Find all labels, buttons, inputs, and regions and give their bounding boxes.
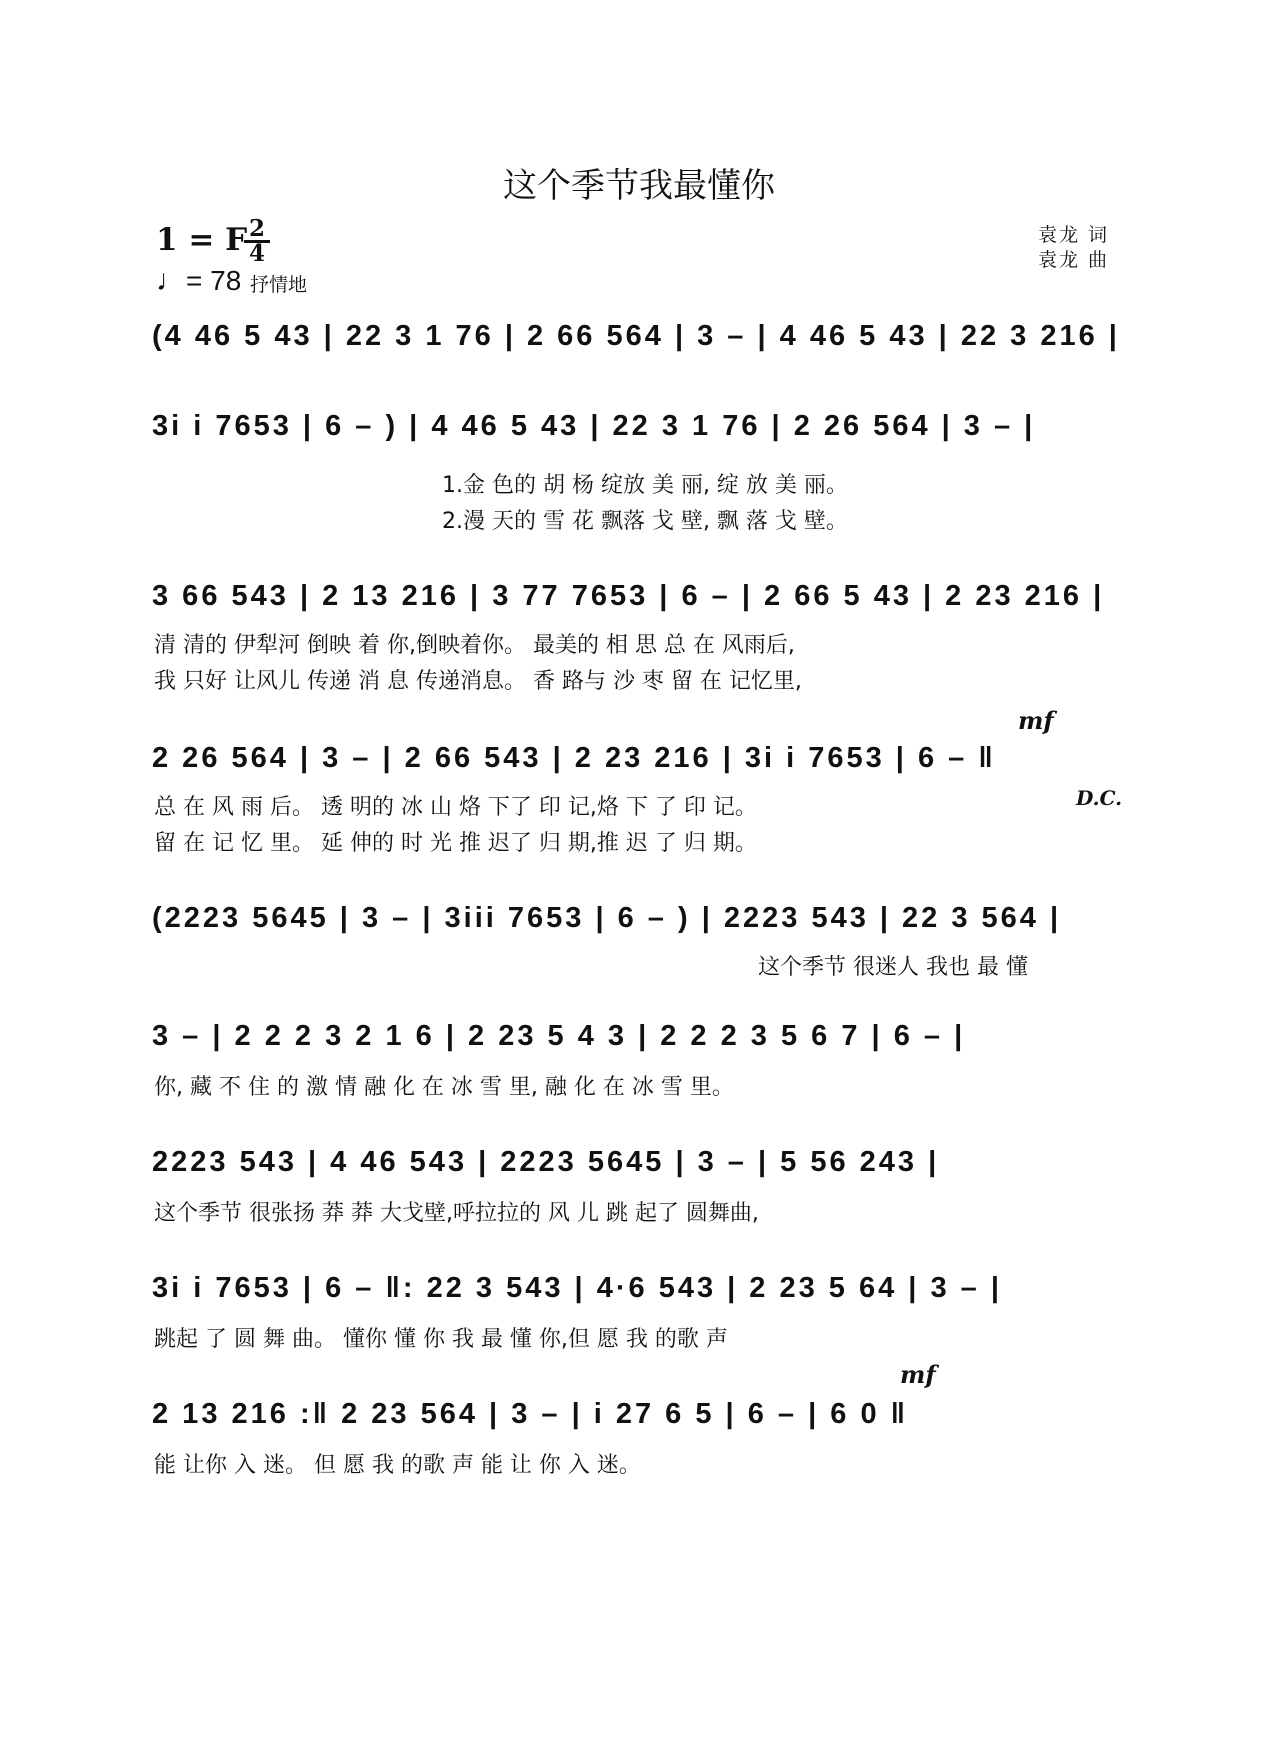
tempo-value: = 78: [186, 265, 242, 296]
lyric-chorus: 这个季节 很迷人 我也 最 懂: [758, 955, 1028, 980]
key-signature: 1 = F: [156, 222, 248, 258]
time-signature: [244, 215, 270, 267]
lyric-verse-2: 我 只好 让风儿 传递 消 息 传递消息。 香 路与 沙 枣 留 在 记忆里,: [154, 669, 802, 694]
lyric-verse-1: 1.金 色的 胡 杨 绽放 美 丽, 绽 放 美 丽。: [442, 473, 848, 498]
notation-line: (4 46 5 43 | 22 3 1 76 | 2 66 564 | 3 – | 4 46 5 43 | 22 3 216 |: [152, 320, 1120, 352]
composer-credit: 袁龙 曲: [1038, 249, 1110, 271]
lyric-chorus: 跳起 了 圆 舞 曲。 懂你 懂 你 我 最 懂 你,但 愿 我 的歌 声: [154, 1327, 728, 1352]
notation-line: 2 26 564 | 3 – | 2 66 543 | 2 23 216 | 3i i 7653 | 6 – ‖: [152, 742, 996, 774]
lyric-chorus: 能 让你 入 迷。 但 愿 我 的歌 声 能 让 你 入 迷。: [154, 1453, 641, 1478]
lyric-chorus: 你, 藏 不 住 的 激 情 融 化 在 冰 雪 里, 融 化 在 冰 雪 里。: [154, 1075, 734, 1100]
notation-line: 3 66 543 | 2 13 216 | 3 77 7653 | 6 – | 2 66 5 43 | 2 23 216 |: [152, 580, 1105, 612]
time-signature-bottom: 4: [248, 240, 265, 267]
notation-line: 2223 543 | 4 46 543 | 2223 5645 | 3 – | 5 56 243 |: [152, 1146, 940, 1178]
lyric-verse-1: 总 在 风 雨 后。 透 明的 冰 山 烙 下了 印 记,烙 下 了 印 记。: [154, 795, 757, 820]
expression-marking: 抒情地: [250, 274, 308, 296]
notation-line: 3 – | 2 2 2 3 2 1 6 | 2 23 5 4 3 | 2 2 2 3 5 6 7 | 6 – |: [152, 1020, 966, 1052]
quarter-note-icon: ♩: [156, 264, 186, 297]
time-signature-top: 2: [244, 218, 270, 243]
lyric-chorus: 这个季节 很张扬 莽 莽 大戈壁,呼拉拉的 风 儿 跳 起了 圆舞曲,: [154, 1201, 759, 1226]
dynamic-mark: mf: [900, 1360, 936, 1389]
dynamic-mark: mf: [1018, 706, 1054, 735]
notation-line: 2 13 216 :‖ 2 23 564 | 3 – | i 27 6 5 | 6 – | 6 0 ‖: [152, 1398, 909, 1430]
da-capo-mark: D.C.: [1076, 786, 1123, 810]
lyricist-credit: 袁龙 词: [1038, 224, 1110, 246]
lyric-verse-1: 清 清的 伊犁河 倒映 着 你,倒映着你。 最美的 相 思 总 在 风雨后,: [154, 633, 795, 658]
notation-line: (2223 5645 | 3 – | 3iii 7653 | 6 – ) | 2223 543 | 22 3 564 |: [152, 902, 1062, 934]
lyric-verse-2: 留 在 记 忆 里。 延 伸的 时 光 推 迟了 归 期,推 迟 了 归 期。: [154, 831, 757, 856]
lyric-verse-2: 2.漫 天的 雪 花 飘落 戈 壁, 飘 落 戈 壁。: [442, 509, 848, 534]
notation-line: 3i i 7653 | 6 – ) | 4 46 5 43 | 22 3 1 76 | 2 26 564 | 3 – |: [152, 410, 1036, 442]
tempo-marking: [156, 264, 241, 298]
notation-line: 3i i 7653 | 6 – ‖: 22 3 543 | 4·6 543 | 2 23 5 64 | 3 – |: [152, 1272, 1002, 1304]
page-title: 这个季节我最懂你: [503, 166, 775, 206]
